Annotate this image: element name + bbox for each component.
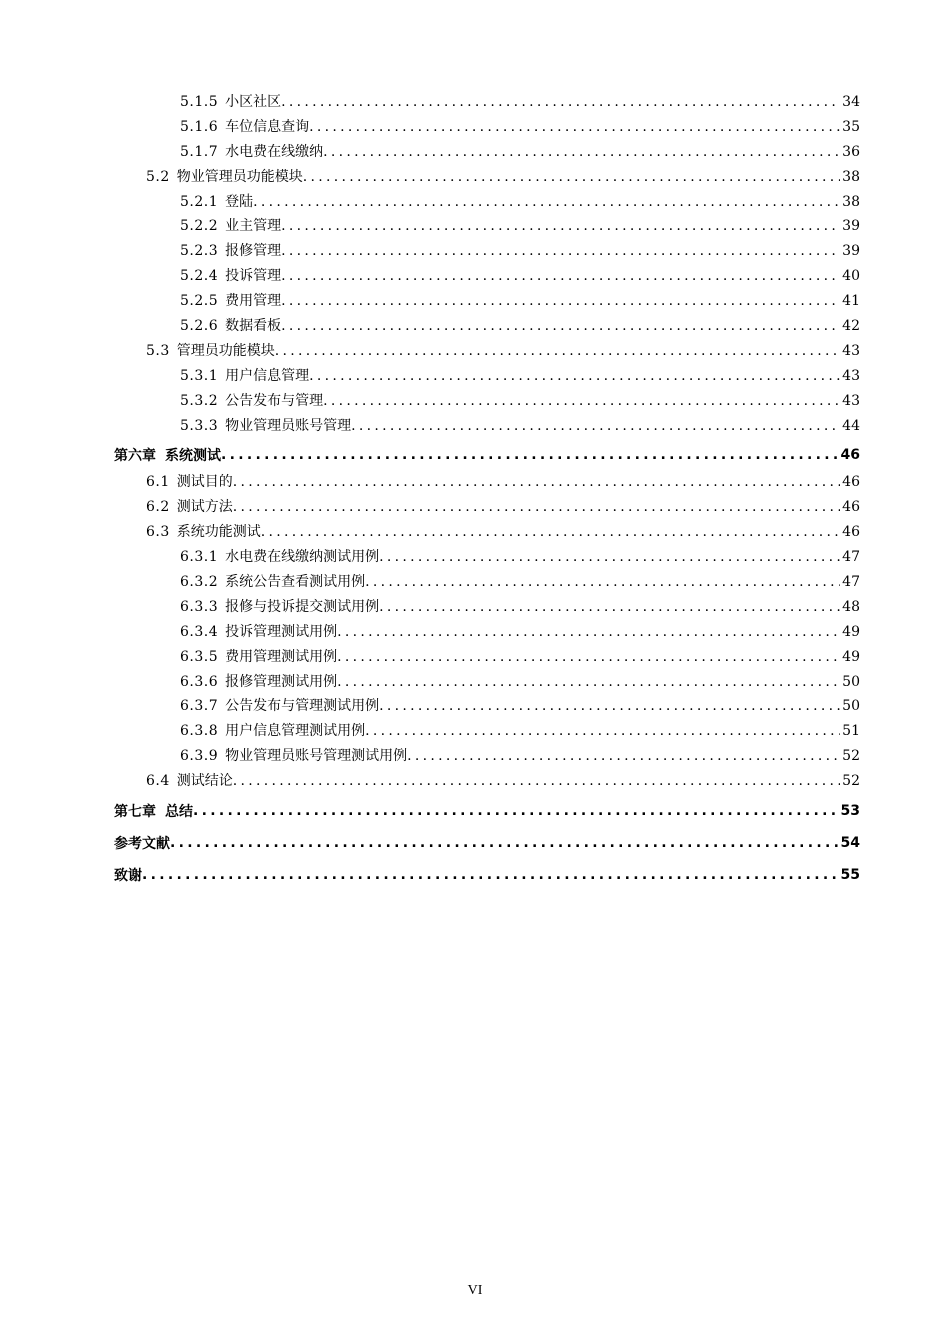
dot-leader [337, 674, 840, 690]
toc-entry-title: 管理员功能模块 [176, 342, 275, 359]
toc-entry-page-number: 43 [842, 367, 860, 384]
toc-entry-title: 系统功能测试 [176, 524, 261, 541]
toc-entry[interactable] [114, 415, 860, 440]
toc-entry-page-number: 52 [842, 748, 860, 765]
toc-entry-number: 6.3.6 [180, 673, 219, 690]
dot-leader [303, 169, 840, 185]
toc-entry-page-number: 35 [842, 118, 860, 135]
toc-entry-title: 数据看板 [225, 318, 282, 335]
toc-entry-title: 用户信息管理测试用例 [225, 723, 366, 740]
dot-leader [351, 418, 840, 434]
toc-entry[interactable] [114, 859, 860, 891]
toc-entry-page-number: 46 [842, 474, 860, 491]
toc-entry-page-number: 42 [842, 318, 860, 335]
dot-leader [337, 624, 840, 640]
toc-entry-number: 5.1.6 [180, 118, 219, 135]
toc-entry[interactable] [114, 496, 860, 521]
dot-leader [261, 524, 840, 540]
toc-entry-title: 参考文献 [114, 836, 170, 853]
dot-leader [281, 293, 840, 309]
dot-leader [365, 574, 840, 590]
toc-entry-page-number: 43 [842, 392, 860, 409]
dot-leader [221, 447, 839, 463]
toc-entry[interactable] [114, 390, 860, 415]
toc-entry-title: 投诉管理测试用例 [225, 623, 338, 640]
toc-entry-page-number: 49 [842, 623, 860, 640]
toc-entry[interactable] [114, 340, 860, 365]
dot-leader [281, 94, 840, 110]
toc-entry-title: 测试结论 [176, 773, 233, 790]
toc-entry-page-number: 36 [842, 143, 860, 160]
dot-leader [193, 803, 839, 819]
toc-entry[interactable] [114, 621, 860, 646]
toc-entry-number: 5.1.7 [180, 143, 219, 160]
toc-entry-page-number: 46 [842, 524, 860, 541]
dot-leader [281, 318, 840, 334]
toc-entry-page-number: 38 [842, 193, 860, 210]
toc-entry[interactable] [114, 365, 860, 390]
toc-entry[interactable] [114, 471, 860, 496]
dot-leader [379, 698, 840, 714]
toc-entry-number: 5.2.3 [180, 243, 219, 260]
toc-entry-page-number: 46 [842, 499, 860, 516]
dot-leader [253, 194, 840, 210]
toc-entry-page-number: 51 [842, 723, 860, 740]
toc-entry[interactable] [114, 671, 860, 696]
toc-entry-page-number: 43 [842, 342, 860, 359]
toc-entry-page-number: 41 [842, 293, 860, 310]
toc-entry-page-number: 40 [842, 268, 860, 285]
toc-entry-title: 测试目的 [176, 474, 233, 491]
toc-entry[interactable] [114, 141, 860, 166]
toc-entry-title: 报修管理测试用例 [225, 673, 338, 690]
toc-entry-page-number: 39 [842, 218, 860, 235]
toc-entry-page-number: 55 [840, 867, 860, 884]
toc-entry-title: 系统公告查看测试用例 [225, 574, 366, 591]
toc-entry-number: 6.2 [146, 499, 170, 516]
toc-entry-page-number: 47 [842, 574, 860, 591]
toc-entry-number: 5.3.3 [180, 417, 219, 434]
toc-entry-number: 5.1.5 [180, 94, 219, 110]
toc-entry-number: 6.3.4 [180, 623, 219, 640]
toc-entry-number: 6.3.5 [180, 648, 219, 665]
toc-entry[interactable] [114, 795, 860, 827]
toc-entry-number: 6.3.7 [180, 698, 219, 715]
toc-entry-number: 6.3 [146, 524, 170, 541]
toc-entry-number: 6.3.2 [180, 574, 219, 591]
toc-entry[interactable] [114, 439, 860, 471]
toc-entry-number: 5.2.6 [180, 318, 219, 335]
toc-entry-number: 5.2.2 [180, 218, 219, 235]
dot-leader [233, 773, 840, 789]
toc-entry-title: 投诉管理 [225, 268, 282, 285]
toc-entry-number: 5.3 [146, 342, 170, 359]
toc-entry-title: 小区社区 [225, 94, 282, 110]
toc-entry-page-number: 50 [842, 698, 860, 715]
toc-entry[interactable] [114, 720, 860, 745]
toc-entry-title: 费用管理 [225, 293, 282, 310]
toc-entry-page-number: 44 [842, 417, 860, 434]
toc-entry[interactable] [114, 265, 860, 290]
toc-entry[interactable] [114, 521, 860, 546]
toc-entry-page-number: 54 [840, 835, 860, 852]
toc-entry[interactable] [114, 315, 860, 340]
toc-entry-title: 报修管理 [225, 243, 282, 260]
toc-entry-number: 5.3.1 [180, 367, 219, 384]
toc-entry[interactable] [114, 240, 860, 265]
toc-entry-title: 系统测试 [165, 448, 221, 465]
toc-entry-number: 第六章 [114, 448, 156, 465]
toc-entry-page-number: 34 [842, 94, 860, 110]
toc-entry[interactable] [114, 827, 860, 859]
toc-entry-title: 测试方法 [176, 499, 233, 516]
toc-entry-number: 5.3.2 [180, 392, 219, 409]
toc-entry-title: 业主管理 [225, 218, 282, 235]
toc-entry-title: 物业管理员功能模块 [176, 168, 303, 185]
toc-entry-title: 物业管理员账号管理 [225, 417, 352, 434]
dot-leader [233, 499, 840, 515]
toc-entry-title: 公告发布与管理测试用例 [225, 698, 380, 715]
dot-leader [407, 748, 840, 764]
toc-entry-number: 6.3.8 [180, 723, 219, 740]
dot-leader [170, 835, 839, 851]
page-number-footer: VI [467, 1283, 483, 1298]
toc-entry-number: 6.3.1 [180, 549, 219, 566]
toc-entry-title: 致谢 [114, 868, 142, 885]
toc-entry-number: 6.3.9 [180, 748, 219, 765]
toc-entry-title: 登陆 [225, 193, 254, 210]
dot-leader [323, 393, 840, 409]
toc-entry[interactable] [114, 91, 860, 116]
toc-entry-title: 水电费在线缴纳测试用例 [225, 549, 380, 566]
toc-entry-number: 5.2 [146, 168, 170, 185]
toc-entry[interactable] [114, 191, 860, 216]
dot-leader [379, 599, 840, 615]
toc-entry[interactable] [114, 695, 860, 720]
toc-entry[interactable] [114, 116, 860, 141]
toc-entry-number: 5.2.1 [180, 193, 219, 210]
toc-entry-title: 水电费在线缴纳 [225, 143, 324, 160]
dot-leader [365, 723, 840, 739]
toc-entry-title: 总结 [165, 804, 193, 821]
dot-leader [275, 343, 840, 359]
dot-leader [281, 218, 840, 234]
toc-entry-title: 报修与投诉提交测试用例 [225, 598, 380, 615]
toc-entry-number: 6.3.3 [180, 598, 219, 615]
dot-leader [379, 549, 840, 565]
toc-entry[interactable] [114, 166, 860, 191]
toc-entry-title: 费用管理测试用例 [225, 648, 338, 665]
toc-entry-title: 用户信息管理 [225, 367, 310, 384]
dot-leader [281, 243, 840, 259]
toc-entry[interactable] [114, 596, 860, 621]
toc-entry-title: 物业管理员账号管理测试用例 [225, 748, 408, 765]
table-of-contents [114, 91, 860, 891]
dot-leader [309, 368, 840, 384]
dot-leader [323, 144, 840, 160]
toc-entry[interactable] [114, 546, 860, 571]
toc-entry-page-number: 48 [842, 598, 860, 615]
toc-entry[interactable] [114, 290, 860, 315]
dot-leader [337, 649, 840, 665]
dot-leader [281, 268, 840, 284]
toc-entry-number: 6.4 [146, 773, 170, 790]
toc-entry-page-number: 38 [842, 168, 860, 185]
toc-entry[interactable] [114, 571, 860, 596]
toc-entry-page-number: 53 [840, 803, 860, 820]
dot-leader [142, 867, 839, 883]
toc-entry-number: 6.1 [146, 474, 170, 491]
toc-entry-page-number: 39 [842, 243, 860, 260]
toc-entry-page-number: 46 [840, 447, 860, 464]
toc-entry-page-number: 49 [842, 648, 860, 665]
dot-leader [309, 119, 840, 135]
toc-entry-title: 公告发布与管理 [225, 392, 324, 409]
toc-entry-page-number: 47 [842, 549, 860, 566]
toc-entry-number: 5.2.5 [180, 293, 219, 310]
toc-entry-title: 车位信息查询 [225, 118, 310, 135]
toc-entry[interactable] [114, 646, 860, 671]
toc-entry-number: 第七章 [114, 804, 156, 821]
toc-entry-number: 5.2.4 [180, 268, 219, 285]
toc-entry[interactable] [114, 770, 860, 795]
toc-entry-page-number: 52 [842, 773, 860, 790]
toc-entry-page-number: 50 [842, 673, 860, 690]
toc-entry[interactable] [114, 215, 860, 240]
dot-leader [233, 474, 840, 490]
toc-entry[interactable] [114, 745, 860, 770]
